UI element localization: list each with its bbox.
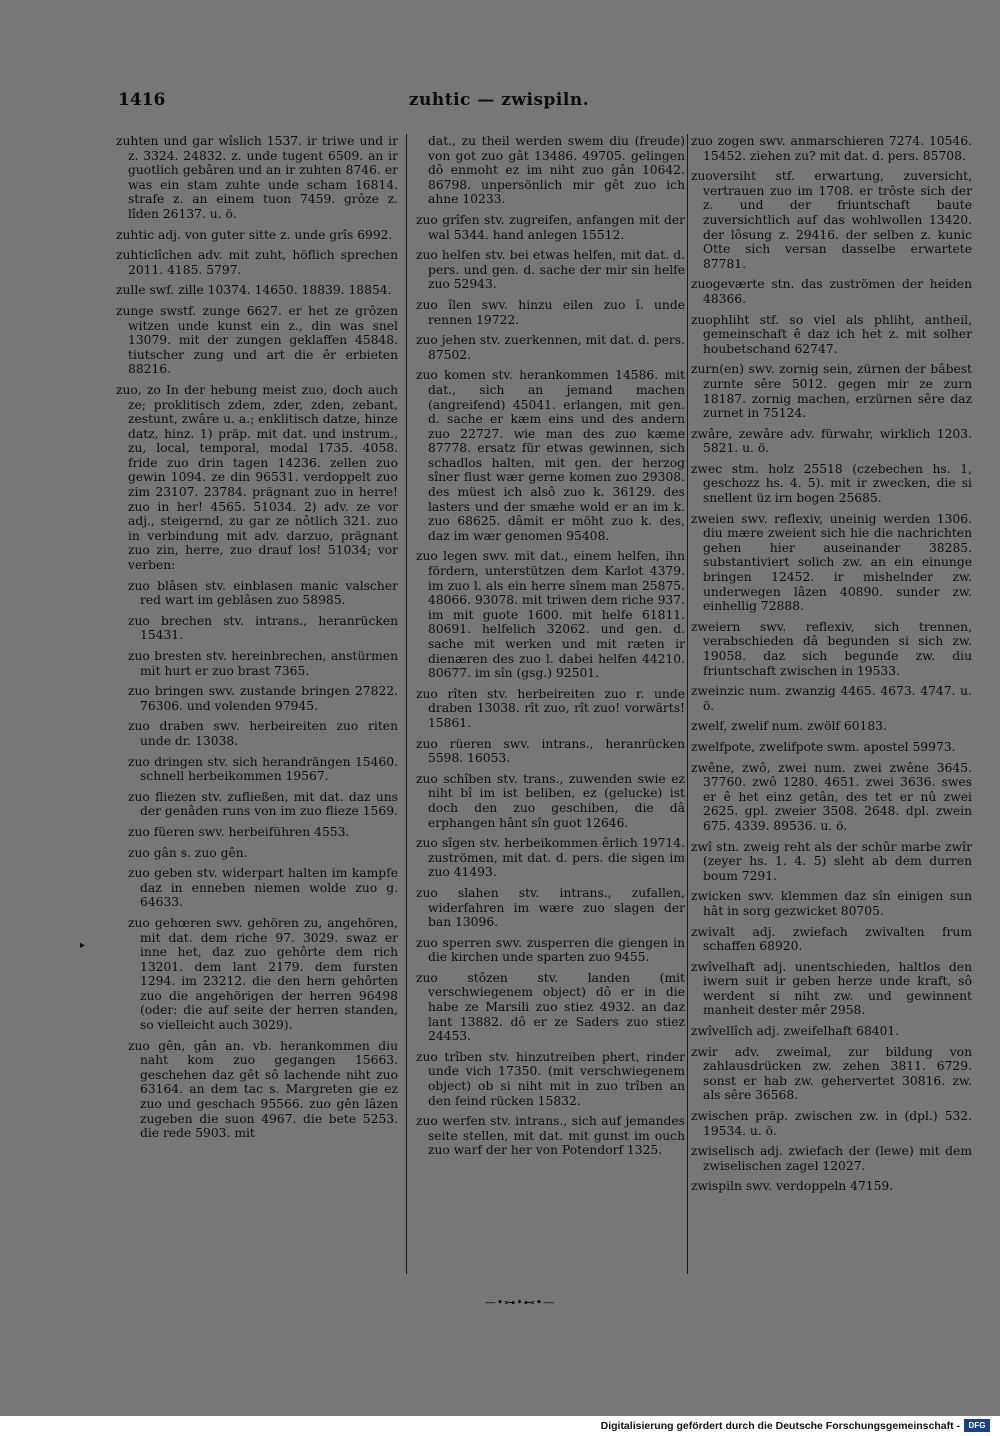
dictionary-entry: zuo fliezen stv. zufließen, mit dat. daz uns der genâden runs von im zuo flieze 1569. (128, 789, 398, 819)
dfg-logo: DFG (964, 1419, 990, 1432)
footer-text: Digitalisierung gefördert durch die Deutsche Forschungsgemeinschaft - (600, 1420, 960, 1432)
dictionary-entry: zwelfpote, zwelifpote swm. apostel 59973. (691, 739, 956, 754)
dictionary-entry: zwiselisch adj. zwiefach der (lewe) mit dem zwiselischen zagel 12027. (691, 1144, 972, 1173)
dictionary-entry: zuo zogen swv. anmarschieren 7274. 10546. 15452. ziehen zu? mit dat. d. pers. 85708. (691, 134, 972, 163)
dictionary-entry: zwîvellîch adj. zweifelhaft 68401. (691, 1024, 900, 1039)
dictionary-entry: zuo füeren swv. herbeiführen 4553. (128, 824, 350, 839)
running-head: zuhtic — zwispiln. (408, 90, 590, 110)
dictionary-entry: zweien swv. reflexiv, uneinig werden 1306. diu mære zweient sich hie die nachrichten gehen hier auseinander 38285. substantiviert solich zw. an ein einunge bringen 12452. ir mishelnder zw. underwegen lâzen 40890. sunder zw. einhellig 72888. (691, 511, 972, 614)
end-ornament: —•⊶•⊷•— (484, 1296, 556, 1309)
dictionary-entry: zuoversiht stf. erwartung, zuversicht, vertrauen zuo im 1708. er trôste sich der z. und der friuntschaft baute zuversichtlich auf das wohlwollen 13420. der lôsung z. 29416. der selben z. kunic Otte sich versan dasselbe erwartete 87781. (691, 169, 972, 271)
dictionary-entry: zuo sîgen stv. herbeikommen êrlich 19714. zuströmen, mit dat. d. pers. die sigen im zuo 41493. (416, 836, 685, 880)
dictionary-entry: zuo komen stv. herankommen 14586. mit dat., sich an jemand machen (angreifend) 45041. erlangen, mit gen. d. sache er kæm eins und des andern zuo 22727. wie man des zuo kæme 87778. ersatz für etwas gewinnen, sich schadlos halten, mit gen. der herzog sîner flust wær gerne komen zuo 29308. des müest ich alsô zuo k. 36129. des lasters und der smæhe wold er an im k. zuo 68625. dâmit er möht zuo k. des, daz im wær genomen 95408. (416, 368, 685, 543)
dictionary-entry: zuo gehœren swv. gehören zu, angehören, mit dat. dem riche 97. 3029. swaz er inne het, daz zuo gehôrte dem rich 13201. dem lant 2179. dem fursten 1294. im 23212. die den hern gehôrten zuo die angehörigen der herren 96498 (oder: die auf seite der herren standen, so vielleicht auch 3029). (128, 915, 398, 1033)
dictionary-entry: zuo rîten stv. herbeireiten zuo r. unde draben 13038. rît zuo, rît zuo! vorwärts! 15861. (416, 686, 685, 730)
dictionary-entry: zuo bringen swv. zustande bringen 27822. 76306. und volenden 97945. (128, 684, 398, 713)
dictionary-entry: zuhtic adj. von guter sitte z. unde grîs 6992. (116, 227, 393, 242)
dictionary-entry: zuo bresten stv. hereinbrechen, anstürmen mit hurt er zuo brast 7365. (128, 649, 398, 678)
dictionary-entry: zwischen präp. zwischen zw. in (dpl.) 532. 19534. u. ö. (691, 1109, 972, 1138)
dictionary-entry: zuogeværte stn. das zuströmen der heiden 48366. (691, 277, 972, 306)
column-rule-2 (687, 134, 688, 1274)
dictionary-entry: zuo schîben stv. trans., zuwenden swie ez niht bî im ist beliben, ez (gelucke) ist doch den zuo geschiben, die dâ erphangen hânt sîn guot 12646. (416, 771, 685, 830)
dictionary-entry: zwivalt adj. zwiefach zwivalten frum schaffen 68920. (691, 924, 972, 954)
dictionary-entry: zwâre, zewâre adv. fürwahr, wirklich 1203. 5821. u. ö. (691, 426, 972, 456)
dictionary-entry: zuo gên, gân an. vb. herankommen diu naht kom zuo gegangen 15663. geschehen daz gêt sô lachende niht zuo 63164. an dem tac s. Margreten gie ez zuo und geschach 95566. zuo gên lâzen zugeben die suon 4967. die bete 5253. die rede 5903. mit (128, 1038, 398, 1141)
dictionary-entry: zuo werfen stv. intrans., sich auf jemandes seite stellen, mit dat. mit gunst im ouch zuo warf der her von Potendorf 1325. (416, 1114, 685, 1158)
dictionary-entry: zulle swf. zille 10374. 14650. 18839. 18854. (116, 283, 392, 298)
dictionary-entry: zuo grîfen stv. zugreifen, anfangen mit der wal 5344. hand anlegen 15512. (416, 212, 685, 242)
dictionary-entry: zuo sperren swv. zusperren die giengen in die kirchen unde sparten zuo 9455. (416, 935, 685, 965)
dictionary-entry: zuo geben stv. widerpart halten im kampfe daz in enneben niemen wolde zuo g. 64633. (128, 866, 398, 910)
dictionary-entry: zuo blâsen stv. einblasen manic valscher red wart im geblâsen zuo 58985. (128, 578, 398, 608)
dictionary-entry: zweinzic num. zwanzig 4465. 4673. 4747. u. ö. (691, 684, 972, 713)
dictionary-entry: zuo, zo In der hebung meist zuo, doch auch ze; proklitisch zdem, zder, zden, zebant, zestunt, zwâre u. a.; enklitisch datze, hinze datz, hinz. 1) präp. mit dat. und instrum., zu, local, temporal, modal 1735. 4058. fride zuo drin tagen 14236. zellen zuo gewin 1094. ze din 96531. verdoppelt zuo zim 23107. 23784. prägnant zuo in herre! zuo in her! 4565. 51034. 2) adv. ze vor adj., steigernd, zu gar ze nôtlich 321. zuo in verbindung mit adv. darzuo, prägnant zuo zin, herre, zuo drauf los! 51034; vor verben: (116, 382, 398, 573)
dictionary-entry: zuo brechen stv. intrans., heranrücken 15431. (128, 613, 398, 643)
dictionary-entry: zuhticlîchen adv. mit zuht, höflich sprechen 2011. 4185. 5797. (116, 248, 398, 277)
dictionary-entry: zwelf, zwelif num. zwölf 60183. (691, 719, 887, 734)
footer-bar (0, 1416, 1000, 1436)
dictionary-entry: zuo slahen stv. intrans., zufallen, widerfahren im wære zuo slagen der ban 13096. (416, 885, 685, 930)
dictionary-entry: zurn(en) swv. zornig sein, zürnen der bâbest zurnte sêre 5012. gegen mir ze zurn 18187. zornig machen, erzürnen sêre daz zurnet in 75124. (691, 362, 972, 421)
dictionary-entry: zwicken swv. klemmen daz sîn einigen sun hât in sorg gezwicket 80705. (691, 889, 972, 918)
page-number: 1416 (118, 90, 166, 110)
dictionary-entry: zuo trîben stv. hinzutreiben phert, rinder unde vich 17350. (mit verschwiegenem object) ob si niht mit in zuo trîben an den feind rücken 15832. (416, 1049, 685, 1108)
dictionary-entry: zuo gân s. zuo gên. (128, 845, 248, 860)
dictionary-entry: zuo rüeren swv. intrans., heranrücken 5598. 16053. (416, 736, 685, 766)
dictionary-entry: zwêne, zwô, zwei num. zwei zwêne 3645. 37760. zwô 1280. 4651. zwei 3636. swes er ê het einz getân, des tet er nû zwei 2625. gpl. zweier 3508. 2648. dpl. zwein 675. 4339. 89536. u. ö. (691, 760, 972, 833)
dictionary-entry: zuophliht stf. so viel als phliht, antheil, gemeinschaft ê daz ich het z. mit solher houbetschand 62747. (691, 312, 972, 356)
dictionary-entry: zwîvelhaft adj. unentschieden, haltlos den iwern suit ir geben herze unde kraft, sô werdent si niht zw. und gewinnent manheit dester mêr 2958. (691, 959, 972, 1018)
dictionary-entry: zuo stôzen stv. landen (mit verschwiegenem object) dô er in die habe ze Marsili zuo stiez 4932. an daz lant 13882. dô er ze Saders zuo stiez 24453. (416, 970, 685, 1044)
dictionary-entry: zwî stn. zweig reht als der schûr marbe zwîr (zeyer hs. 1. 4. 5) sleht ab dem durren boum 7291. (691, 839, 972, 883)
column-1 (116, 134, 398, 1147)
dictionary-entry: zweiern swv. reflexiv, sich trennen, verabschieden dâ begunden si sich zw. 19058. daz sich begunde zw. diu friuntschaft zwischen in 19533. (691, 619, 972, 678)
dictionary-entry: zuo îlen swv. hinzu eilen zuo î. unde rennen 19722. (416, 297, 685, 327)
dictionary-entry: zwir adv. zweimal, zur bildung von zahlausdrücken zw. zehen 3811. 6729. sonst er hab zw. gehervertet 30816. zw. als sêre 36568. (691, 1044, 972, 1103)
dictionary-entry: zwispiln swv. verdoppeln 47159. (691, 1179, 894, 1194)
dictionary-entry: zuo jehen stv. zuerkennen, mit dat. d. pers. 87502. (416, 333, 685, 362)
dictionary-entry: zuhten und gar wîslich 1537. ir triwe und ir z. 3324. 24832. z. unde tugent 6509. an ir guotlich gebâren und an ir zuhten 8746. er was ein stam zuhte unde scham 16814. strafe z. an einem tuon 7459. grôze z. lîden 26137. u. ö. (116, 134, 398, 221)
column-2 (416, 134, 685, 1164)
dictionary-entry: zwec stm. holz 25518 (czebechen hs. 1, geschozz hs. 4. 5). mit ir zwecken, die si snellent üz irn bogen 25685. (691, 461, 972, 506)
dictionary-entry: zuo legen swv. mit dat., einem helfen, ihn fördern, unterstützen dem Karlot 4379. im zuo l. als ein herre sînem man 25875. 48066. 93078. mit triwen dem riche 937. im mit guote 1600. mit helfe 61811. 80691. helfelich 32062. und gen. d. sache mit werken und mit ræten ir dienæren des zuo l. dabei helfen 44210. 80677. im sîn (gsg.) 92501. (416, 549, 685, 681)
column-3 (691, 134, 972, 1200)
margin-mark: ▸ (80, 940, 86, 951)
column-rule-1 (406, 134, 407, 1274)
dictionary-entry: zunge swstf. zunge 6627. er het ze grôzen witzen unde kunst ein z., din was snel 13079. mit der zungen geklaffen 45848. tiutscher zung und art die êr erbieten 88216. (116, 303, 398, 377)
dictionary-entry: dat., zu theil werden swem diu (freude) von got zuo gât 13486. 49705. gelingen dô enmoht ez im niht zuo gân 10642. 86798. unpersönlich mir gêt zuo ich ahne 10233. (428, 134, 685, 207)
dictionary-entry: zuo dringen stv. sich herandrängen 15460. schnell herbeikommen 19567. (128, 754, 398, 784)
dictionary-entry: zuo draben swv. herbeireiten zuo riten unde dr. 13038. (128, 719, 398, 748)
dictionary-entry: zuo helfen stv. bei etwas helfen, mit dat. d. pers. und gen. d. sache der mir sin helfe zuo 52943. (416, 248, 685, 292)
page-header (118, 90, 880, 120)
